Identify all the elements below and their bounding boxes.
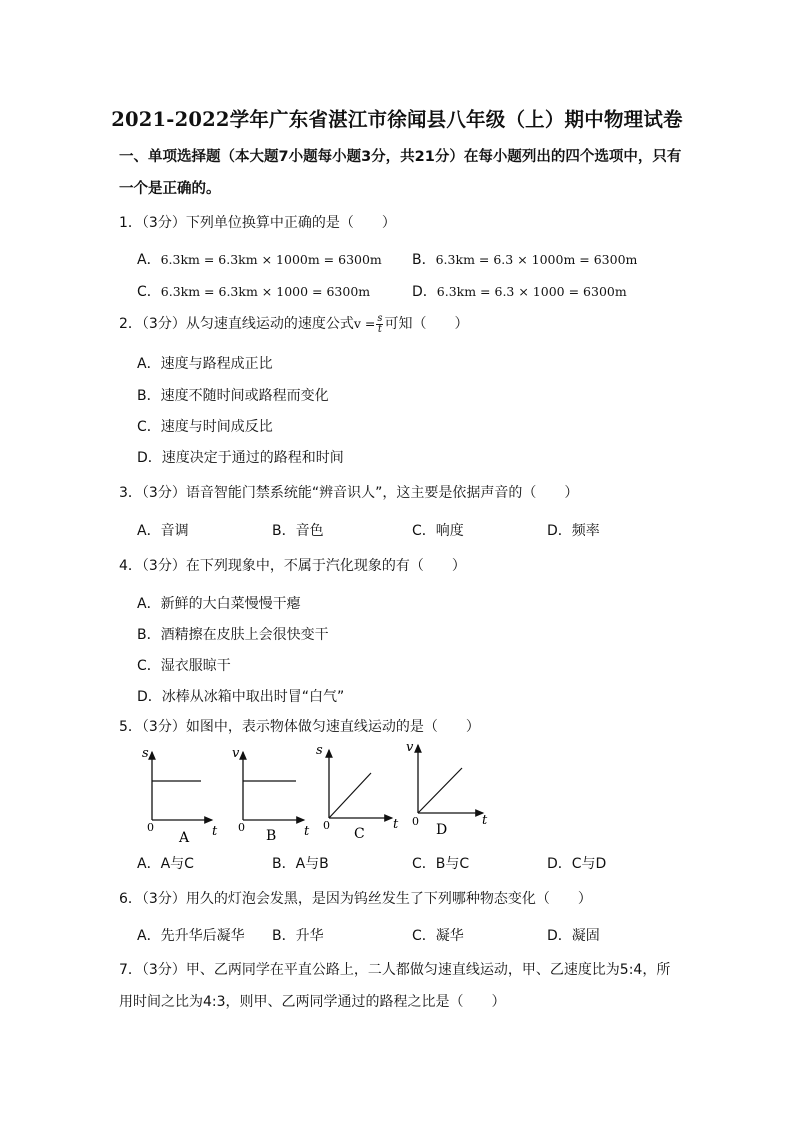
graph-b-caption: B: [266, 828, 277, 844]
option-letter: D．: [412, 284, 437, 300]
option-formula: 6.3km = 6.3 × 1000m = 6300m: [435, 252, 638, 267]
graph-b-xlabel: t: [304, 824, 310, 839]
option-formula: 6.3km = 6.3km × 1000m = 6300m: [160, 252, 382, 267]
question-5-stem: 5．（3分）如图中，表示物体做匀速直线运动的是（ ）: [119, 719, 480, 735]
graph-a: [142, 746, 218, 846]
graph-d-caption: D: [436, 822, 448, 838]
graph-b-ylabel: v: [232, 746, 240, 761]
formula-fraction: [376, 314, 383, 335]
question-4-option-c: C．湿衣服晾干: [137, 658, 231, 674]
question-1-option-a: [137, 249, 382, 269]
question-2-stem: [119, 313, 468, 335]
graph-a-xlabel: t: [212, 824, 218, 839]
question-5-option-a: A．A与C: [137, 856, 194, 872]
section-heading-line2: 一个是正确的。: [119, 181, 221, 197]
question-4-stem: 4．（3分）在下列现象中，不属于汽化现象的有（ ）: [119, 558, 466, 574]
option-formula: 6.3km = 6.3 × 1000 = 6300m: [436, 284, 627, 299]
graph-a-origin: 0: [147, 821, 154, 834]
graph-c: [316, 743, 399, 842]
stem-text-end: 可知（ ）: [384, 316, 469, 332]
question-1-option-b: [412, 249, 637, 269]
question-6-option-c: C．凝华: [412, 928, 464, 944]
question-1-option-c: [137, 281, 370, 301]
question-3-option-d: D．频率: [547, 523, 600, 539]
question-7-line1: 7．（3分）甲、乙两同学在平直公路上，二人都做匀速直线运动，甲、乙速度比为5:4，所: [119, 962, 671, 978]
graph-c-xlabel: t: [393, 817, 399, 832]
option-letter: C．: [137, 284, 161, 300]
question-4-option-a: A．新鲜的大白菜慢慢干瘪: [137, 596, 301, 612]
fraction-numerator: s: [377, 312, 383, 324]
question-3-stem: 3．（3分）语音智能门禁系统能“辨音识人”，这主要是依据声音的（ ）: [119, 485, 579, 501]
graph-b-origin: 0: [238, 821, 245, 834]
stem-text: 2．（3分）从匀速直线运动的速度公式: [119, 316, 354, 332]
option-letter: B．: [412, 252, 436, 268]
graph-d-line: [418, 768, 462, 813]
question-2-option-a: A．速度与路程成正比: [137, 356, 273, 372]
question-3-option-b: B．音色: [272, 523, 324, 539]
graph-d-ylabel: v: [406, 740, 414, 755]
option-letter: A．: [137, 252, 161, 268]
question-2-option-c: C．速度与时间成反比: [137, 419, 273, 435]
graph-d: [406, 740, 488, 838]
question-1-option-d: [412, 281, 627, 301]
graph-c-origin: 0: [323, 819, 330, 832]
fraction-denominator: t: [377, 323, 382, 335]
graph-b: [232, 746, 310, 844]
graph-c-caption: C: [354, 826, 365, 842]
question-3-option-a: A．音调: [137, 523, 189, 539]
graph-d-xlabel: t: [482, 813, 488, 828]
question-6-option-b: B．升华: [272, 928, 324, 944]
question-6-stem: 6．（3分）用久的灯泡会发黑，是因为钨丝发生了下列哪种物态变化（ ）: [119, 891, 592, 907]
question-5-option-c: C．B与C: [412, 856, 470, 872]
page-title: 2021-2022学年广东省湛江市徐闻县八年级（上）期中物理试卷: [111, 108, 683, 131]
question-3-option-c: C．响度: [412, 523, 464, 539]
section-heading-line1: 一、单项选择题（本大题7小题每小题3分，共21分）在每小题列出的四个选项中，只有: [119, 149, 682, 165]
question-6-option-d: D．凝固: [547, 928, 600, 944]
motion-graphs-figure: [130, 738, 500, 846]
question-4-option-d: D．冰棒从冰箱中取出时冒“白气”: [137, 689, 345, 705]
graph-a-caption: A: [179, 830, 190, 846]
question-6-option-a: A．先升华后凝华: [137, 928, 245, 944]
question-7-line2: 用时间之比为4:3，则甲、乙两同学通过的路程之比是（ ）: [119, 994, 506, 1010]
question-4-option-b: B．酒精擦在皮肤上会很快变干: [137, 627, 329, 643]
graph-c-line: [329, 773, 371, 818]
question-2-option-d: D．速度决定于通过的路程和时间: [137, 450, 344, 466]
graph-a-ylabel: s: [142, 746, 149, 761]
graph-c-ylabel: s: [316, 743, 323, 758]
question-1-stem: 1．（3分）下列单位换算中正确的是（ ）: [119, 215, 396, 231]
graph-d-origin: 0: [412, 815, 419, 828]
option-formula: 6.3km = 6.3km × 1000 = 6300m: [160, 284, 371, 299]
question-5-option-b: B．A与B: [272, 856, 329, 872]
question-2-option-b: B．速度不随时间或路程而变化: [137, 388, 329, 404]
formula-lhs: v =: [353, 316, 376, 331]
question-5-option-d: D．C与D: [547, 856, 607, 872]
